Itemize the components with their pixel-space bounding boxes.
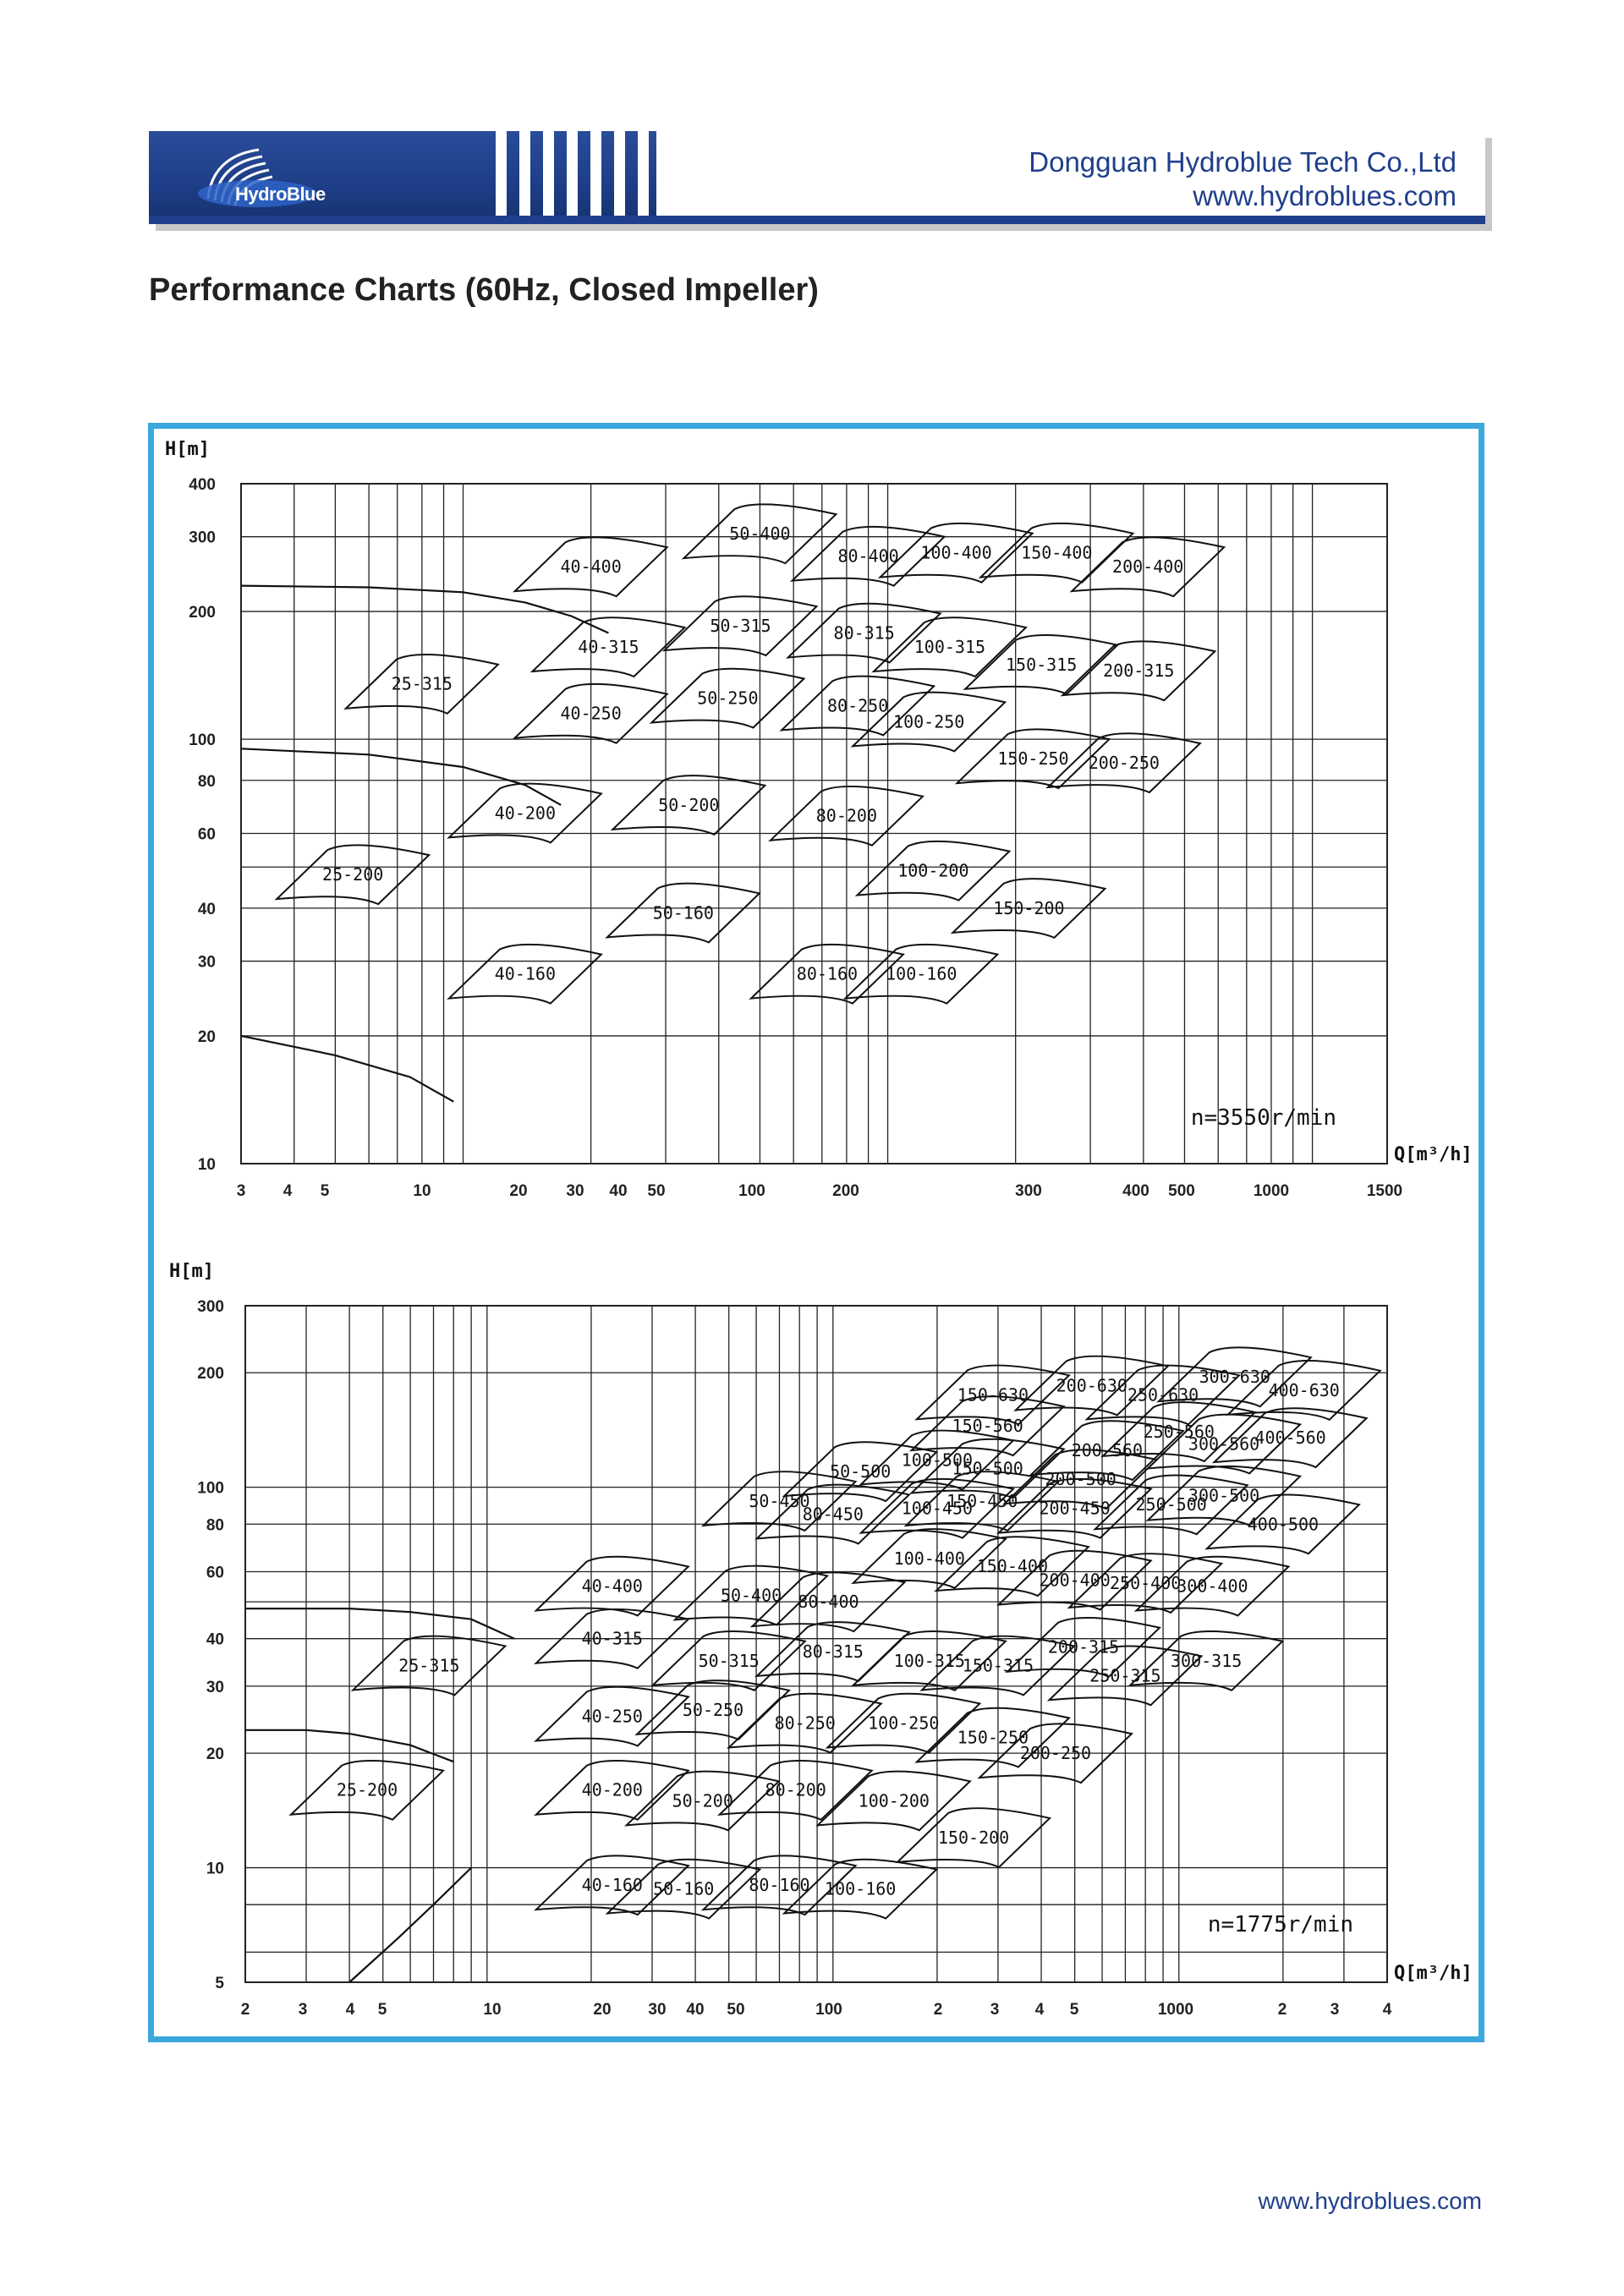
pump-model-label: 40-250	[560, 703, 622, 724]
x-tick-label: 1000	[1253, 1182, 1290, 1200]
pump-model-label: 300-500	[1188, 1485, 1260, 1506]
x-tick-label: 40	[609, 1182, 628, 1200]
pump-model-label: 50-250	[682, 1699, 744, 1720]
x-tick-label: 4	[283, 1182, 293, 1200]
pump-model-label: 100-315	[914, 637, 986, 658]
pump-model-label: 300-560	[1188, 1433, 1260, 1455]
pump-model-label: 25-200	[322, 864, 384, 885]
x-tick-label: 500	[1168, 1182, 1195, 1200]
pump-model-label: 50-315	[710, 616, 771, 637]
head-curve	[241, 586, 608, 633]
pump-model-label: 250-315	[1089, 1665, 1161, 1686]
x-tick-label: 2	[933, 2001, 943, 2019]
pump-model-label: 250-500	[1135, 1494, 1207, 1515]
pump-model-label: 200-400	[1112, 556, 1184, 578]
x-tick-label: 50	[647, 1182, 666, 1200]
pump-model-label: 40-315	[581, 1628, 643, 1649]
y-axis-title: H[m]	[165, 439, 210, 460]
x-tick-label: 1500	[1366, 1182, 1403, 1200]
y-tick-label: 40	[197, 900, 216, 918]
pump-model-label: 250-560	[1143, 1421, 1215, 1442]
y-tick-label: 5	[215, 1975, 224, 1992]
pump-model-label: 150-250	[957, 1727, 1029, 1748]
pump-model-label: 40-200	[581, 1779, 643, 1800]
pump-model-label: 100-160	[825, 1878, 897, 1899]
pump-model-label: 50-450	[749, 1490, 810, 1511]
y-tick-label: 10	[206, 1860, 224, 1878]
pump-model-label: 100-500	[901, 1449, 974, 1471]
y-tick-label: 100	[189, 732, 216, 750]
x-tick-label: 200	[832, 1182, 859, 1200]
y-tick-label: 300	[197, 1298, 224, 1316]
pump-model-label: 300-400	[1177, 1575, 1248, 1597]
x-tick-label: 30	[566, 1182, 584, 1200]
x-tick-label: 5	[320, 1182, 330, 1200]
pump-model-label: 100-400	[920, 542, 992, 563]
plot-area-1	[241, 484, 1387, 1164]
pump-model-label: 200-250	[1019, 1743, 1092, 1764]
pump-model-label: 50-160	[652, 902, 714, 923]
footer-website-link[interactable]: www.hydroblues.com	[1258, 2188, 1482, 2214]
y-tick-label: 40	[206, 1630, 224, 1649]
pump-model-label: 50-200	[672, 1790, 733, 1811]
pump-model-label: 150-250	[997, 748, 1069, 770]
pump-model-label: 100-450	[901, 1498, 974, 1519]
pump-model-label: 150-450	[946, 1490, 1018, 1511]
x-tick-label: 20	[593, 2001, 612, 2019]
x-tick-label: 40	[686, 2001, 705, 2019]
pump-model-label: 50-400	[729, 523, 791, 545]
pump-model-label: 100-315	[893, 1650, 965, 1671]
y-tick-label: 80	[197, 772, 216, 791]
pump-model-label: 200-315	[1047, 1636, 1120, 1658]
pump-model-label: 300-630	[1199, 1367, 1270, 1388]
x-axis-title: Q[m³/h]	[1394, 1963, 1473, 1984]
pump-model-label: 400-560	[1254, 1427, 1326, 1449]
x-tick-label: 4	[1382, 2001, 1392, 2019]
pump-model-label: 200-560	[1071, 1440, 1144, 1461]
pump-model-label: 100-400	[893, 1548, 965, 1569]
pump-model-label: 25-315	[391, 673, 453, 694]
pump-model-label: 150-200	[937, 1827, 1010, 1848]
y-tick-label: 400	[189, 476, 216, 494]
x-tick-label: 10	[483, 2001, 502, 2019]
y-tick-label: 60	[206, 1564, 224, 1582]
x-tick-label: 1000	[1157, 2001, 1194, 2019]
pump-model-label: 100-160	[886, 963, 957, 984]
pump-model-label: 200-500	[1045, 1469, 1116, 1490]
pump-model-label: 200-400	[1039, 1570, 1111, 1591]
pump-model-label: 150-400	[976, 1556, 1049, 1577]
y-tick-label: 10	[197, 1156, 216, 1174]
x-tick-label: 4	[1034, 2001, 1045, 2019]
x-tick-label: 100	[738, 1182, 765, 1200]
company-website-link[interactable]: www.hydroblues.com	[1193, 180, 1457, 211]
x-tick-label: 3	[990, 2001, 1000, 2019]
y-tick-label: 30	[206, 1678, 224, 1696]
x-tick-label: 3	[298, 2001, 308, 2019]
pump-model-label: 50-160	[653, 1878, 715, 1899]
pump-model-label: 40-250	[581, 1706, 643, 1727]
pump-model-label: 250-400	[1109, 1572, 1182, 1593]
pump-model-label: 50-315	[698, 1650, 760, 1671]
y-tick-label: 20	[197, 1027, 216, 1046]
pump-model-label: 150-315	[1006, 654, 1078, 675]
pump-model-label: 25-315	[398, 1655, 460, 1676]
y-tick-label: 60	[197, 825, 216, 844]
pump-model-label: 40-315	[578, 637, 639, 658]
pump-model-label: 250-630	[1127, 1384, 1199, 1406]
logo-text: HydroBlue	[235, 184, 326, 205]
pump-model-label: 400-500	[1247, 1514, 1320, 1535]
pump-model-label: 80-400	[837, 545, 899, 567]
pump-model-label: 40-200	[494, 803, 556, 824]
pump-model-label: 150-400	[1021, 542, 1093, 563]
speed-label: n=1775r/min	[1207, 1912, 1353, 1937]
pump-model-label: 50-500	[830, 1461, 892, 1482]
x-tick-label: 50	[727, 2001, 745, 2019]
pump-model-label: 150-560	[952, 1416, 1023, 1437]
pump-model-label: 50-200	[658, 794, 720, 815]
y-axis-title: H[m]	[169, 1261, 214, 1282]
pump-model-label: 200-630	[1056, 1375, 1127, 1396]
pump-model-label: 80-315	[833, 622, 895, 644]
pump-model-label: 50-250	[697, 688, 759, 709]
pump-model-label: 80-450	[802, 1504, 864, 1525]
pump-model-label: 100-200	[897, 860, 969, 881]
pump-model-label: 80-250	[826, 695, 889, 716]
pump-model-label: 100-250	[893, 711, 965, 732]
pump-model-label: 80-400	[798, 1592, 859, 1613]
pump-model-label: 80-160	[796, 963, 859, 984]
y-tick-label: 100	[197, 1479, 224, 1498]
x-tick-label: 400	[1122, 1182, 1149, 1200]
x-tick-label: 5	[377, 2001, 387, 2019]
x-tick-label: 100	[815, 2001, 842, 2019]
x-tick-label: 20	[509, 1182, 528, 1200]
pump-model-label: 80-200	[765, 1779, 826, 1800]
pump-model-label: 40-160	[494, 963, 556, 984]
company-name: Dongguan Hydroblue Tech Co.,Ltd	[1029, 146, 1457, 178]
y-tick-label: 20	[206, 1745, 224, 1764]
pump-model-label: 150-200	[993, 897, 1065, 918]
x-tick-label: 4	[345, 2001, 355, 2019]
x-tick-label: 3	[236, 1182, 246, 1200]
pump-model-label: 400-630	[1268, 1379, 1340, 1400]
pump-model-label: 100-250	[868, 1712, 940, 1734]
pump-model-label: 150-630	[957, 1384, 1029, 1406]
pump-model-label: 150-500	[952, 1458, 1023, 1479]
pump-model-label: 300-315	[1171, 1650, 1243, 1671]
pump-model-label: 40-400	[581, 1575, 643, 1597]
pump-model-label: 80-250	[774, 1712, 836, 1734]
x-tick-label: 5	[1069, 2001, 1079, 2019]
x-tick-label: 10	[413, 1182, 431, 1200]
pump-model-label: 200-450	[1039, 1498, 1111, 1519]
head-curve	[241, 748, 561, 805]
pump-model-label: 80-315	[802, 1641, 864, 1662]
x-tick-label: 2	[240, 2001, 250, 2019]
pump-model-label: 100-200	[858, 1790, 930, 1811]
y-tick-label: 200	[189, 604, 216, 622]
y-tick-label: 300	[189, 529, 216, 547]
pump-model-label: 80-200	[815, 805, 878, 826]
x-axis-title: Q[m³/h]	[1394, 1144, 1473, 1165]
x-tick-label: 300	[1015, 1182, 1042, 1200]
page-title: Performance Charts (60Hz, Closed Impeller)	[149, 272, 819, 308]
speed-label: n=3550r/min	[1190, 1105, 1336, 1131]
pump-model-label: 40-160	[581, 1875, 643, 1896]
x-tick-label: 2	[1277, 2001, 1287, 2019]
y-tick-label: 200	[197, 1365, 224, 1384]
pump-model-label: 200-315	[1103, 660, 1175, 682]
y-tick-label: 30	[197, 953, 216, 972]
pump-model-label: 200-250	[1088, 753, 1160, 774]
pump-model-label: 25-200	[336, 1779, 398, 1800]
x-tick-label: 30	[648, 2001, 667, 2019]
pump-model-label: 80-160	[749, 1875, 810, 1896]
pump-model-label: 150-315	[962, 1655, 1034, 1676]
pump-model-label: 40-400	[560, 556, 622, 578]
head-curve	[245, 1608, 514, 1639]
x-tick-label: 3	[1330, 2001, 1340, 2019]
pump-model-label: 50-400	[720, 1585, 782, 1606]
y-tick-label: 80	[206, 1516, 224, 1535]
